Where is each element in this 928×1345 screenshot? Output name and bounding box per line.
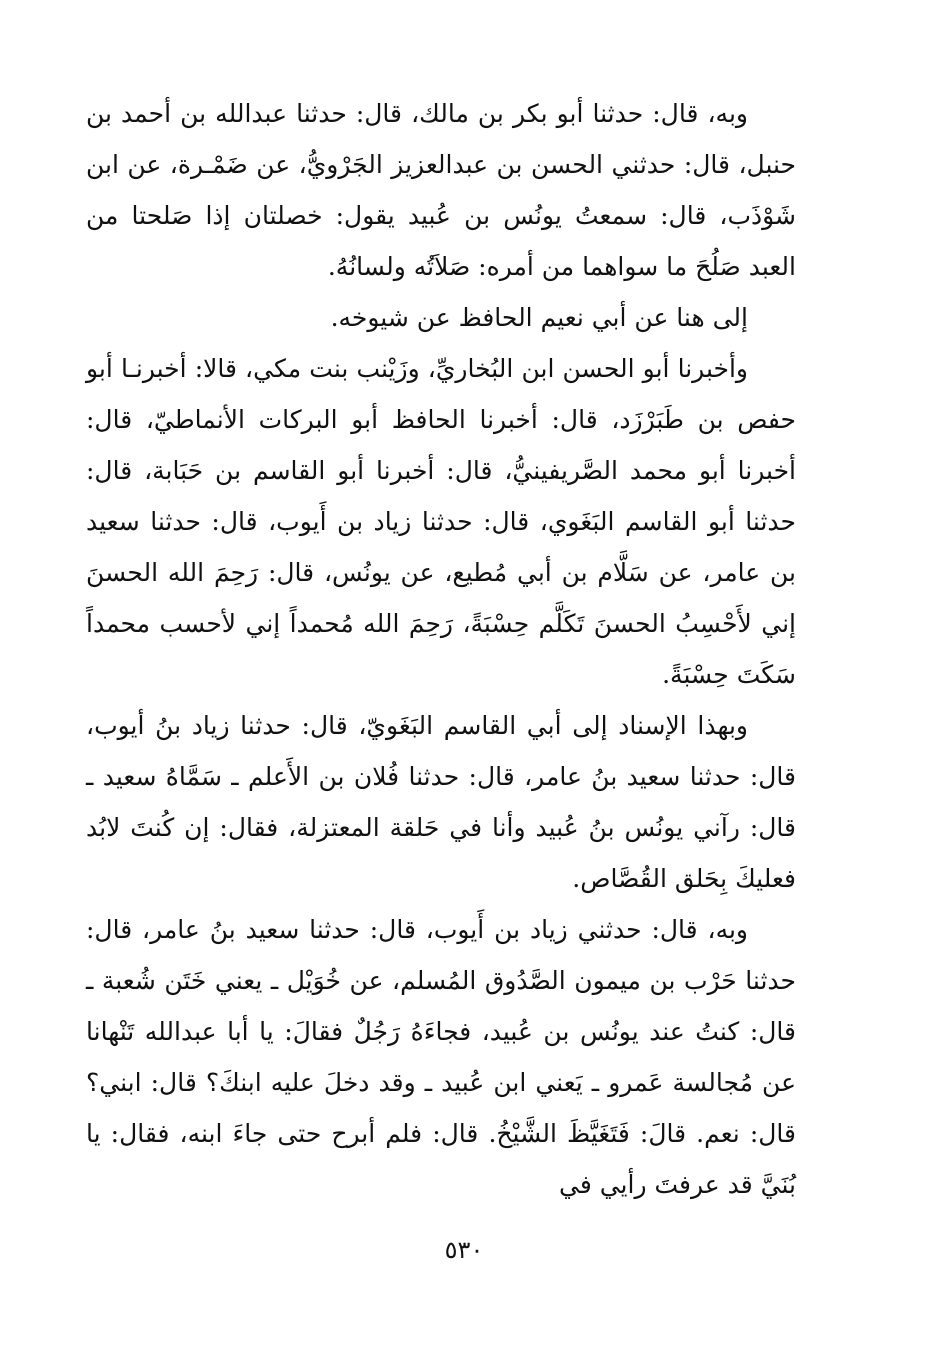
body-text xyxy=(86,88,796,1210)
page-number: ٥٣٠ xyxy=(444,1236,484,1264)
paragraph-4: وبهذا الإسناد إلى أبي القاسم البَغَويّ، قال: حدثنا زياد بنُ أيوب، قال: حدثنا سعيد بنُ عامر، قال: حدثنا فُلان بن الأَعلم ـ سَمَّاهُ سعيد ـ قال: رآني يونُس بنُ عُبيد وأنا في حَلقة المعتزلة، فقال: إن كُنتَ لابُد فعليكَ بِحَلق القُصَّاص. xyxy=(86,711,796,893)
paragraph-2: إلى هنا عن أبي نعيم الحافظ عن شيوخه. xyxy=(330,303,748,332)
paragraph-3: وأخبرنا أبو الحسن ابن البُخاريِّ، وزَيْنب بنت مكي، قالا: أخبرنـا أبو حفص بن طَبَرْزَد، قال: أخبرنا الحافظ أبو البركات الأنماطيّ، قال: أخبرنا أبو محمد الصَّريفينيُّ، قال: أخبرنا أبو القاسم بن حَبَابة، قال: حدثنا أبو القاسم البَغَوي، قال: حدثنا زياد بن أَيوب، قال: حدثنا سعيد بن عامر، عن سَلَّام بن أبي مُطيع، عن يونُس، قال: رَحِمَ الله الحسنَ إني لأَحْسِبُ الحسنَ تَكَلَّم حِسْبَةً، رَحِمَ الله مُحمداً إني لأحسب محمداً سَكَتَ حِسْبَةً. xyxy=(86,354,796,689)
paragraph-1: وبه، قال: حدثنا أبو بكر بن مالك، قال: حدثنا عبدالله بن أحمد بن حنبل، قال: حدثني الحسن بن عبدالعزيز الجَرْويُّ، عن ضَمْـرة، عن ابن شَوْذَب، قال: سمعتُ يونُس بن عُبيد يقول: خصلتان إذا صَلحتا من العبد صَلُحَ ما سواهما من أمره: صَلاَتُه ولسانُهُ. xyxy=(86,99,796,281)
paragraph-5: وبه، قال: حدثني زياد بن أَيوب، قال: حدثنا سعيد بنُ عامر، قال: حدثنا حَرْب بن ميمون الصَّدُوق المُسلم، عن خُوَيْل ـ يعني خَتَن شُعبة ـ قال: كنتُ عند يونُس بن عُبيد، فجاءَهُ رَجُلٌ فقالَ: يا أبا عبدالله تَنْهانا عن مُجالسة عَمرو ـ يَعني ابن عُبيد ـ وقد دخلَ عليه ابنكَ؟ قال: ابني؟ قال: نعم. قالَ: فَتَغَيَّظَ الشَّيْخُ. قال: فلم أبرح حتى جاءَ ابنه، فقال: يا بُنَيَّ قد عرفتَ رأيي في xyxy=(86,915,796,1199)
